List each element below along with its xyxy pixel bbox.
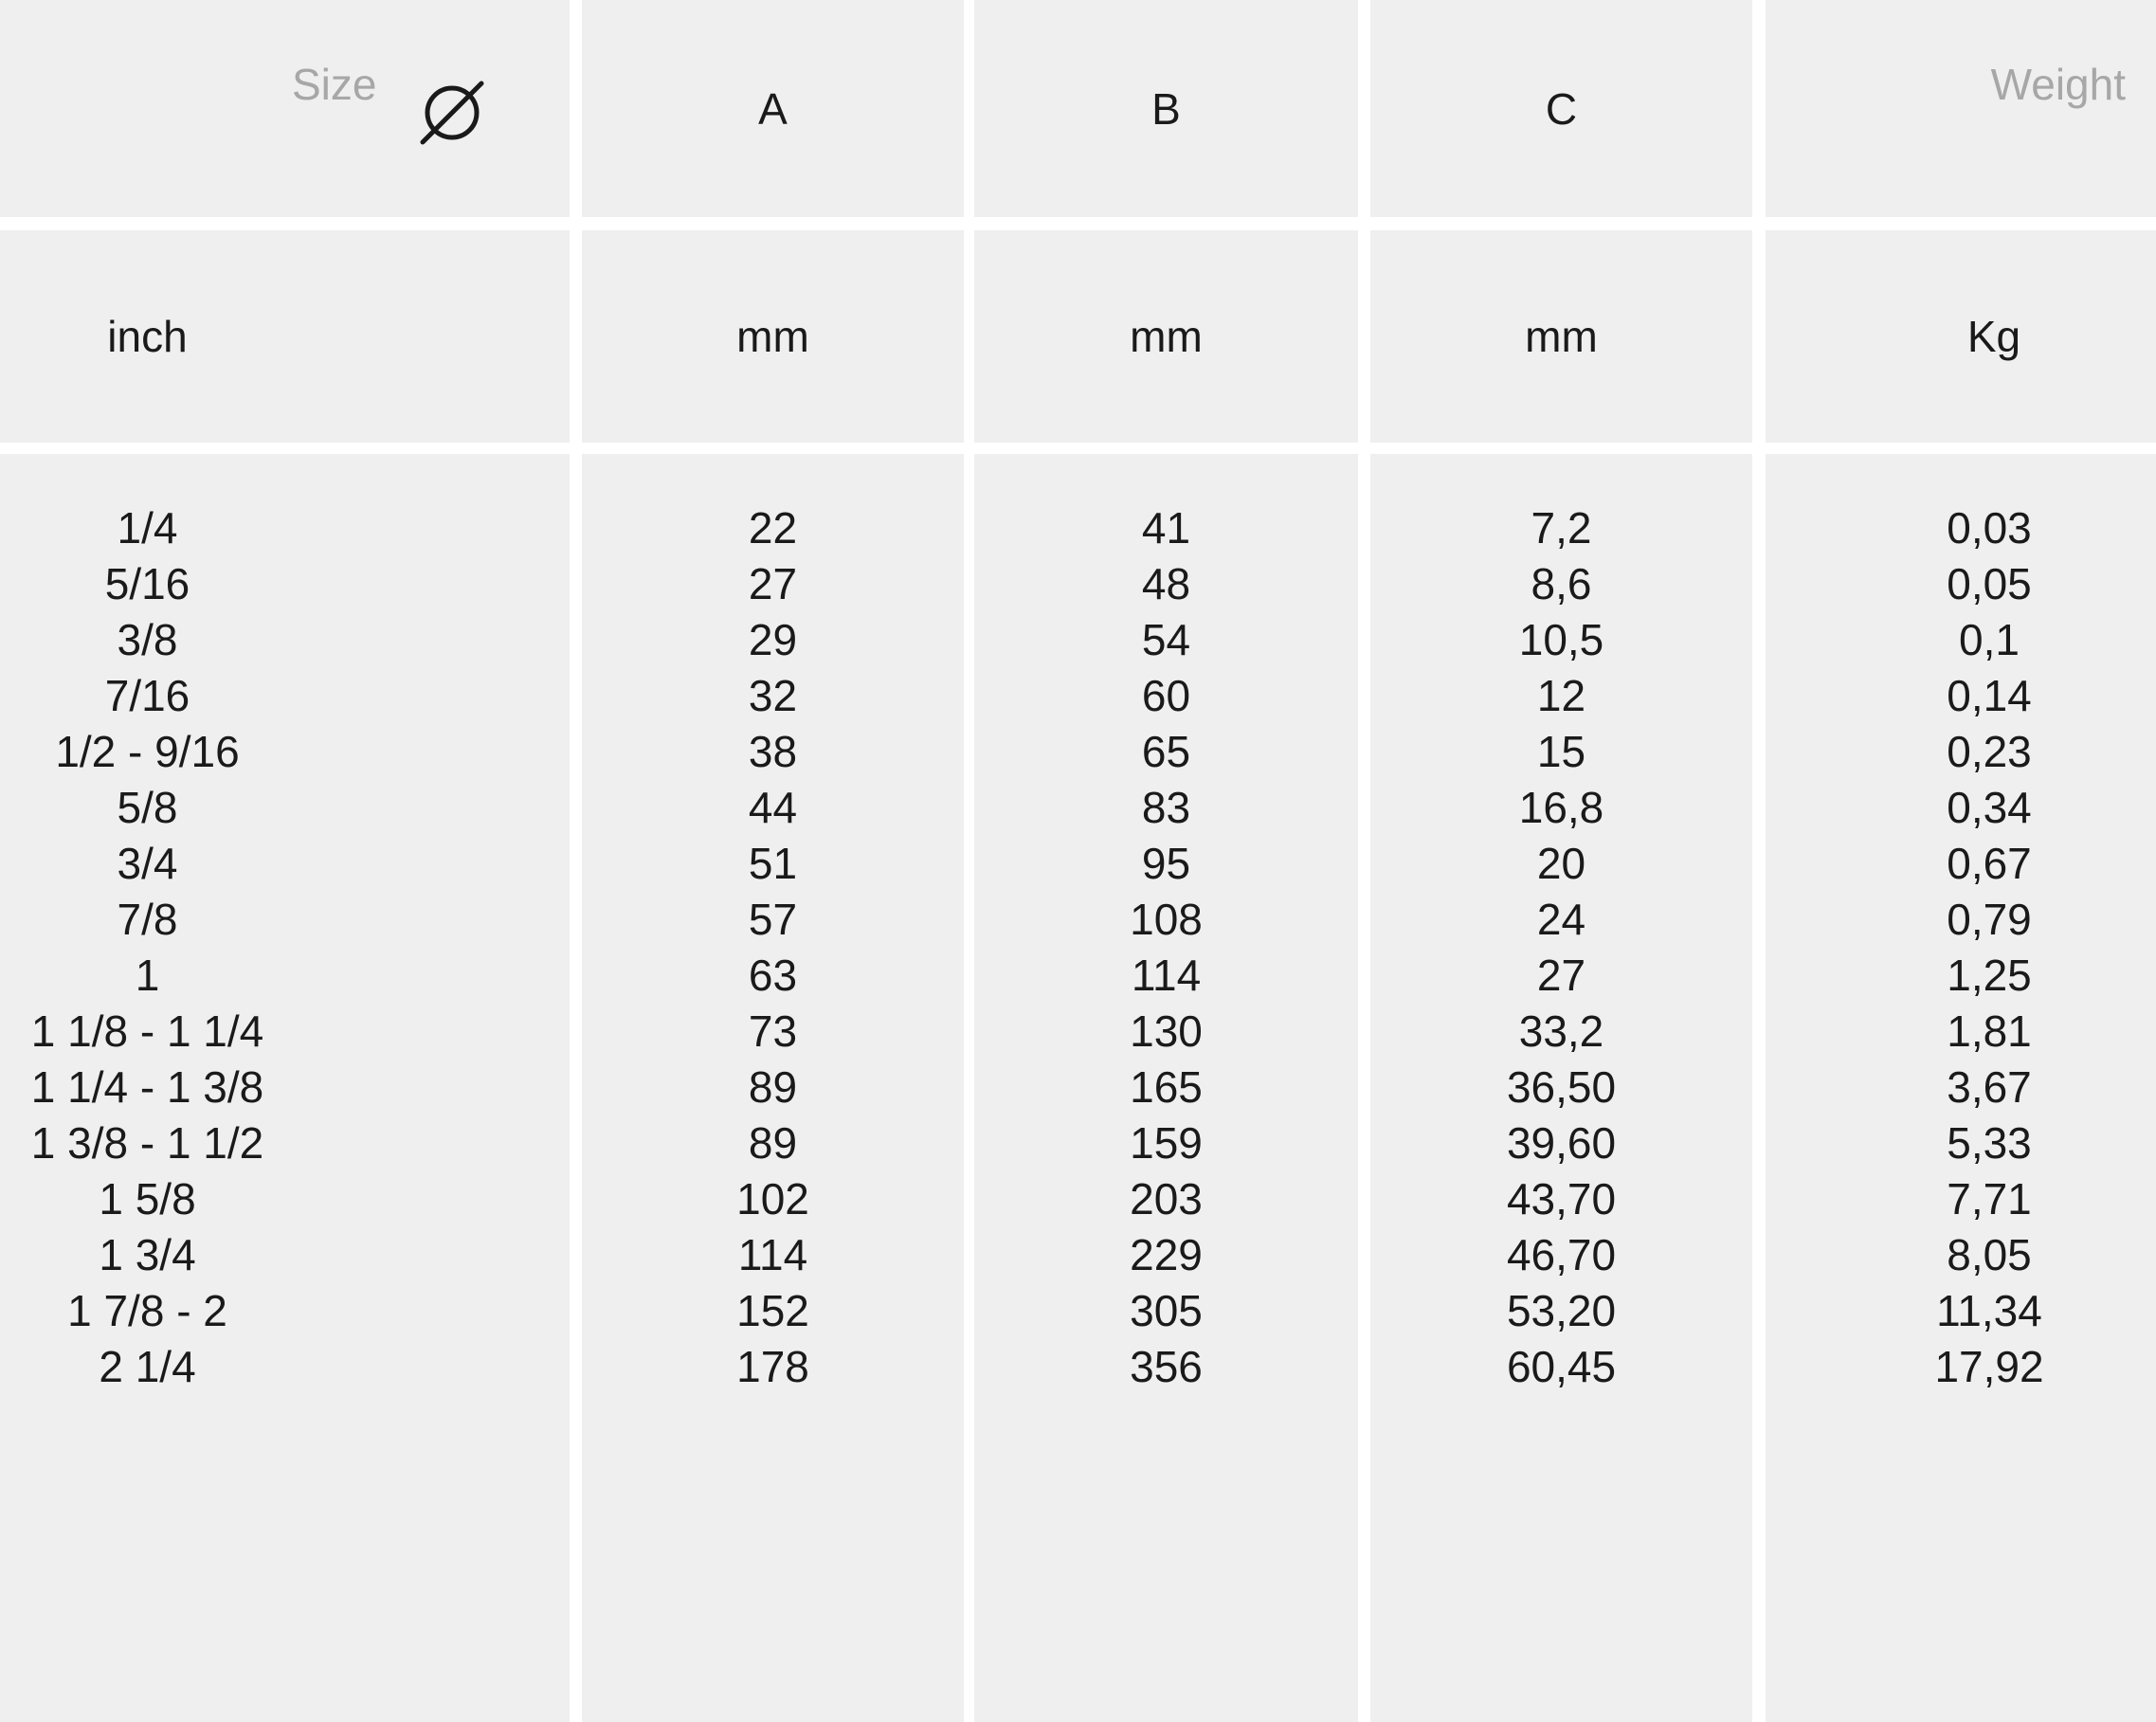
c-value: 10,5 <box>1518 615 1604 664</box>
header-weight: Weight <box>1990 60 2126 109</box>
header-cell-weight <box>1766 0 2156 217</box>
c-value: 15 <box>1536 727 1586 776</box>
unit-size: inch <box>107 312 188 361</box>
size-value: 1/4 <box>117 503 178 553</box>
weight-value: 1,25 <box>1947 951 2032 1000</box>
b-value: 108 <box>1130 895 1203 944</box>
a-value: 27 <box>748 559 798 608</box>
weight-value: 3,67 <box>1947 1062 2032 1112</box>
c-value: 46,70 <box>1506 1230 1617 1279</box>
unit-weight: Kg <box>1966 312 2021 361</box>
a-value: 102 <box>736 1174 809 1224</box>
b-value: 48 <box>1141 559 1191 608</box>
unit-cell-c <box>1370 230 1752 443</box>
c-value: 20 <box>1536 839 1586 888</box>
weight-value: 8,05 <box>1947 1230 2032 1279</box>
b-values <box>974 500 1358 1395</box>
weight-value: 7,71 <box>1947 1174 2032 1224</box>
c-value: 36,50 <box>1506 1062 1617 1112</box>
size-value: 3/4 <box>117 839 178 888</box>
weight-value: 0,1 <box>1959 615 2020 664</box>
size-value: 7/16 <box>104 671 190 720</box>
b-value: 229 <box>1130 1230 1203 1279</box>
diameter-icon <box>417 78 487 148</box>
b-value: 356 <box>1130 1342 1203 1391</box>
size-value: 1 5/8 <box>99 1174 196 1224</box>
weight-value: 5,33 <box>1947 1118 2032 1168</box>
size-value: 7/8 <box>117 895 178 944</box>
b-value: 203 <box>1130 1174 1203 1224</box>
b-value: 41 <box>1141 503 1191 553</box>
a-value: 89 <box>748 1118 798 1168</box>
size-value: 2 1/4 <box>99 1342 196 1391</box>
header-a: A <box>758 84 788 134</box>
unit-cell-b <box>974 230 1358 443</box>
b-value: 54 <box>1141 615 1191 664</box>
weight-value: 0,05 <box>1947 559 2032 608</box>
size-value: 3/8 <box>117 615 178 664</box>
size-value: 1 3/8 - 1 1/2 <box>30 1118 264 1168</box>
unit-cell-a <box>582 230 964 443</box>
size-value: 5/8 <box>117 783 178 832</box>
b-value: 60 <box>1141 671 1191 720</box>
weight-value: 0,79 <box>1947 895 2032 944</box>
weight-value: 1,81 <box>1947 1006 2032 1056</box>
size-value: 1 1/8 - 1 1/4 <box>30 1006 264 1056</box>
header-c: C <box>1545 84 1578 134</box>
a-value: 63 <box>748 951 798 1000</box>
c-value: 8,6 <box>1531 559 1592 608</box>
a-value: 29 <box>748 615 798 664</box>
b-value: 65 <box>1141 727 1191 776</box>
header-cell-b <box>974 0 1358 217</box>
b-value: 114 <box>1131 951 1202 1000</box>
weight-value: 0,23 <box>1947 727 2032 776</box>
a-value: 152 <box>736 1286 809 1335</box>
b-value: 95 <box>1141 839 1191 888</box>
size-value: 1 3/4 <box>99 1230 196 1279</box>
size-value: 5/16 <box>104 559 190 608</box>
a-value: 89 <box>748 1062 798 1112</box>
weight-value: 0,14 <box>1947 671 2032 720</box>
b-value: 130 <box>1130 1006 1203 1056</box>
header-cell-size <box>0 0 570 217</box>
a-value: 32 <box>748 671 798 720</box>
a-value: 57 <box>748 895 798 944</box>
a-value: 73 <box>748 1006 798 1056</box>
unit-cell-size <box>0 230 570 443</box>
c-value: 39,60 <box>1506 1118 1617 1168</box>
weight-values <box>1822 500 2156 1395</box>
c-value: 60,45 <box>1506 1342 1617 1391</box>
size-value: 1/2 - 9/16 <box>55 727 240 776</box>
c-value: 27 <box>1536 951 1586 1000</box>
b-value: 159 <box>1130 1118 1203 1168</box>
a-value: 38 <box>748 727 798 776</box>
weight-value: 11,34 <box>1936 1286 2042 1335</box>
c-value: 33,2 <box>1518 1006 1604 1056</box>
header-size: Size <box>292 60 377 109</box>
size-value: 1 <box>135 951 160 1000</box>
a-value: 114 <box>737 1230 808 1279</box>
b-value: 83 <box>1141 783 1191 832</box>
weight-value: 0,34 <box>1947 783 2032 832</box>
header-b: B <box>1151 84 1181 134</box>
b-value: 165 <box>1130 1062 1203 1112</box>
weight-value: 0,67 <box>1947 839 2032 888</box>
a-value: 22 <box>748 503 798 553</box>
size-value: 1 7/8 - 2 <box>67 1286 227 1335</box>
weight-value: 0,03 <box>1947 503 2032 553</box>
values-cell-size <box>0 454 570 1722</box>
size-values <box>0 500 295 1395</box>
c-value: 7,2 <box>1531 503 1592 553</box>
c-value: 24 <box>1536 895 1586 944</box>
unit-cell-weight <box>1766 230 2156 443</box>
values-cell-c <box>1370 454 1752 1722</box>
a-value: 178 <box>736 1342 809 1391</box>
unit-a: mm <box>736 312 809 361</box>
a-value: 44 <box>748 783 798 832</box>
a-value: 51 <box>748 839 798 888</box>
b-value: 305 <box>1130 1286 1203 1335</box>
c-value: 12 <box>1536 671 1586 720</box>
c-value: 53,20 <box>1506 1286 1617 1335</box>
unit-b: mm <box>1130 312 1203 361</box>
header-cell-c <box>1370 0 1752 217</box>
unit-c: mm <box>1525 312 1598 361</box>
c-values <box>1370 500 1752 1395</box>
values-cell-weight <box>1766 454 2156 1722</box>
a-values <box>582 500 964 1395</box>
c-value: 43,70 <box>1506 1174 1617 1224</box>
header-cell-a <box>582 0 964 217</box>
values-cell-a <box>582 454 964 1722</box>
size-value: 1 1/4 - 1 3/8 <box>30 1062 264 1112</box>
c-value: 16,8 <box>1518 783 1604 832</box>
weight-value: 17,92 <box>1934 1342 2044 1391</box>
values-cell-b <box>974 454 1358 1722</box>
